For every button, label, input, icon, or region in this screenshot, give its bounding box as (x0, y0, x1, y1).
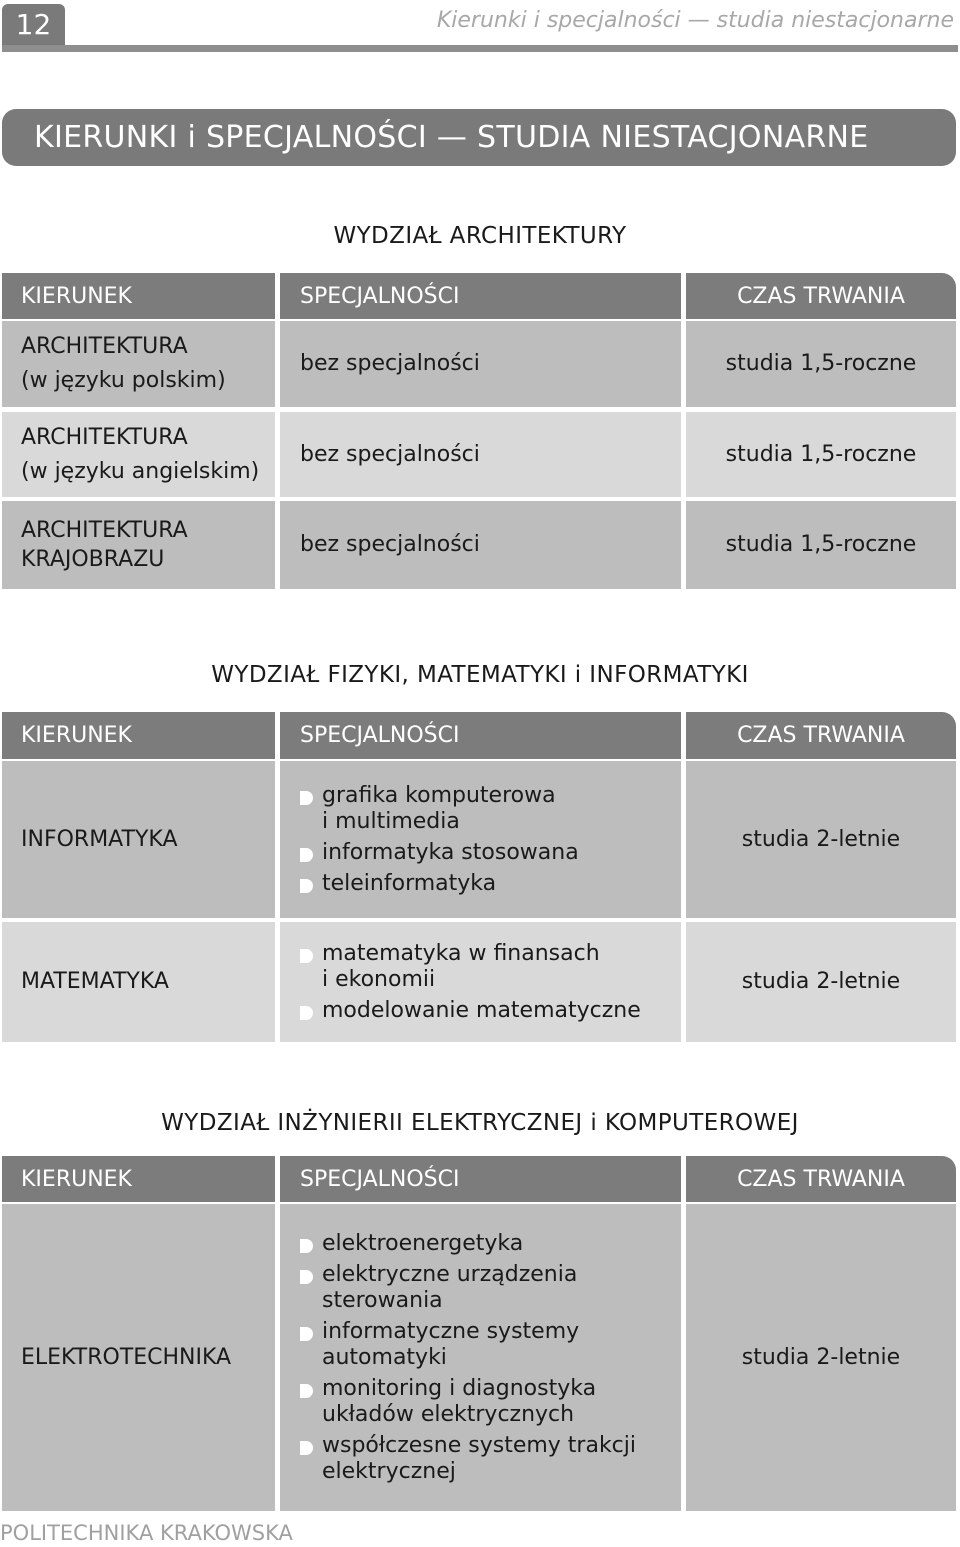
czas-cell (686, 1204, 956, 1511)
specjalnosci-cell (280, 1204, 681, 1511)
czas-text: studia 2-letnie (741, 826, 901, 852)
footer-text: POLITECHNIKA KRAKOWSKA (0, 1521, 293, 1545)
table-header (2, 273, 956, 319)
faculty-title: WYDZIAŁ FIZYKI, MATEMATYKI i INFORMATYKI (211, 662, 749, 688)
page-banner (2, 109, 956, 166)
czas-cell (686, 501, 956, 589)
header-czas-trwania: CZAS TRWANIA (686, 1156, 956, 1202)
kierunek-name: ARCHITEKTURA (21, 334, 188, 359)
table-row (2, 321, 956, 407)
czas-text: studia 2-letnie (741, 1344, 901, 1370)
table-row (2, 761, 956, 918)
faculty-title: WYDZIAŁ ARCHITEKTURY (333, 223, 627, 249)
specjalnosc-cell (280, 321, 681, 407)
specjalnosc-text: bez specjalności (300, 532, 480, 557)
header-kierunek: KIERUNEK (2, 1156, 275, 1202)
kierunek-cell (2, 321, 275, 407)
header-specjalnosci: SPECJALNOŚCI (280, 1156, 681, 1202)
list-item: grafika komputerowa i multimedia (300, 783, 579, 835)
kierunek-name: INFORMATYKA (21, 826, 178, 852)
czas-text: studia 1,5-roczne (725, 351, 917, 376)
kierunek-cell (2, 1204, 275, 1511)
bullet-icon (300, 1006, 313, 1020)
bullet-icon (300, 879, 313, 893)
list-item: informatyczne systemy automatyki (300, 1319, 636, 1371)
list-item: monitoring i diagnostyka układów elektrycznych (300, 1376, 636, 1428)
specjalnosci-cell (280, 761, 681, 918)
kierunek-cell (2, 501, 275, 589)
faculty-title: WYDZIAŁ INŻYNIERII ELEKTRYCZNEJ i KOMPUTEROWEJ (161, 1110, 799, 1136)
header-czas-trwania: CZAS TRWANIA (686, 712, 956, 759)
kierunek-detail: KRAJOBRAZU (21, 547, 165, 572)
list-item: modelowanie matematyczne (300, 998, 641, 1024)
kierunek-cell (2, 922, 275, 1042)
bullet-icon (300, 949, 313, 963)
header-kierunek: KIERUNEK (2, 273, 275, 319)
header-czas-trwania: CZAS TRWANIA (686, 273, 956, 319)
specjalnosci-list (300, 783, 579, 897)
specjalnosci-list (300, 941, 641, 1024)
specjalnosci-cell (280, 922, 681, 1042)
czas-cell (686, 321, 956, 407)
list-item: elektroenergetyka (300, 1231, 636, 1257)
faculty-table (2, 712, 956, 1042)
specjalnosc-text: bez specjalności (300, 351, 480, 376)
faculty-table (2, 273, 956, 589)
kierunek-name: ELEKTROTECHNIKA (21, 1344, 232, 1370)
table-header (2, 1156, 956, 1202)
faculty-table (2, 1156, 956, 1511)
table-row (2, 501, 956, 589)
page-number: 12 (2, 4, 65, 45)
specjalnosc-text: bez specjalności (300, 441, 480, 467)
list-item: matematyka w finansach i ekonomii (300, 941, 641, 993)
kierunek-cell (2, 761, 275, 918)
header-kierunek: KIERUNEK (2, 712, 275, 759)
kierunek-name: MATEMATYKA (21, 969, 169, 994)
specjalnosci-list (300, 1231, 636, 1485)
czas-cell (686, 412, 956, 497)
header-specjalnosci: SPECJALNOŚCI (280, 712, 681, 759)
kierunek-name: ARCHITEKTURA (21, 518, 188, 543)
bullet-icon (300, 848, 313, 862)
kierunek-detail: (w języku polskim) (21, 368, 226, 393)
czas-text: studia 1,5-roczne (725, 441, 917, 467)
header-rule (2, 45, 958, 52)
table-row (2, 922, 956, 1042)
bullet-icon (300, 1270, 313, 1284)
bullet-icon (300, 1327, 313, 1341)
header-specjalnosci: SPECJALNOŚCI (280, 273, 681, 319)
bullet-icon (300, 1441, 313, 1455)
list-item: współczesne systemy trakcji elektrycznej (300, 1433, 636, 1485)
kierunek-name: ARCHITEKTURA (21, 424, 188, 450)
specjalnosc-cell (280, 501, 681, 589)
bullet-icon (300, 791, 313, 805)
list-item: teleinformatyka (300, 871, 579, 897)
kierunek-cell (2, 412, 275, 497)
czas-cell (686, 922, 956, 1042)
czas-text: studia 2-letnie (741, 969, 901, 994)
running-title: Kierunki i specjalności — studia niestacjonarne (436, 8, 954, 33)
czas-cell (686, 761, 956, 918)
banner-title: KIERUNKI i SPECJALNOŚCI — STUDIA NIESTACJONARNE (34, 120, 869, 155)
bullet-icon (300, 1239, 313, 1253)
kierunek-detail: (w języku angielskim) (21, 458, 260, 484)
bullet-icon (300, 1384, 313, 1398)
table-row (2, 412, 956, 497)
czas-text: studia 1,5-roczne (725, 532, 917, 557)
table-row (2, 1204, 956, 1511)
table-header (2, 712, 956, 759)
list-item: informatyka stosowana (300, 840, 579, 866)
list-item: elektryczne urządzenia sterowania (300, 1262, 636, 1314)
specjalnosc-cell (280, 412, 681, 497)
